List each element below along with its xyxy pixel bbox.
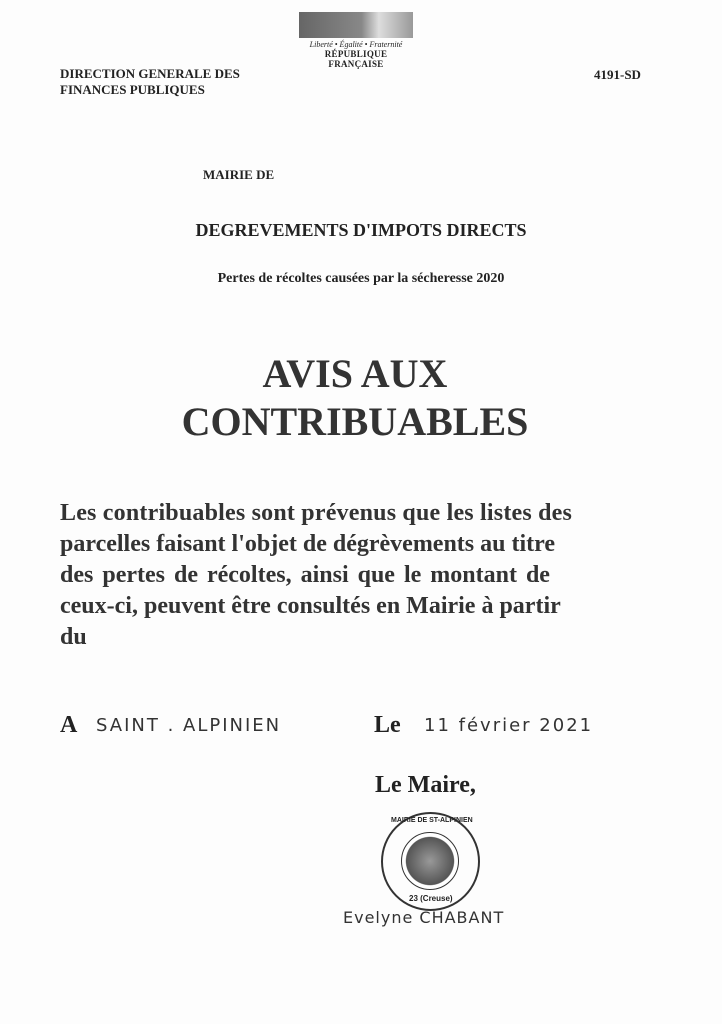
signatory-label: Le Maire, (375, 772, 476, 798)
date-handwritten: 11 février 2021 (424, 715, 594, 736)
direction-line2: FINANCES PUBLIQUES (60, 82, 205, 97)
avis-heading (0, 350, 710, 446)
body-line: des pertes de récoltes, ainsi que le montant de (60, 562, 550, 588)
body-line: ceux-ci, peuvent être consultés en Mairie à partir (60, 593, 561, 619)
document-title: DEGREVEMENTS D'IMPOTS DIRECTS (195, 220, 527, 240)
mairie-de: MAIRIE DE (203, 167, 275, 182)
direction-header (60, 66, 240, 98)
document-subtitle: Pertes de récoltes causées par la sécheresse 2020 (217, 271, 505, 286)
avis-line2: CONTRIBUABLES (181, 399, 529, 444)
marianne-logo (296, 12, 416, 69)
place-label: A (60, 712, 78, 738)
republique-francaise: RÉPUBLIQUE FRANÇAISE (324, 49, 388, 69)
avis-line1: AVIS AUX (262, 351, 448, 396)
body-line: Les contribuables sont prévenus que les listes des (60, 500, 573, 526)
stamp-emblem-icon (401, 832, 459, 890)
form-number: 4191-SD (594, 67, 641, 82)
place-handwritten: SAINT . ALPINIEN (96, 715, 282, 736)
devise: Liberté • Égalité • Fraternité (309, 40, 403, 49)
body-line: parcelles faisant l'objet de dégrèvements au titre (60, 531, 556, 557)
stamp-bottom-text: 23 (Creuse) (409, 894, 453, 903)
signature: Evelyne CHABANT (343, 908, 505, 927)
stamp-top-text: MAIRIE DE ST-ALPINIEN (391, 817, 473, 824)
mairie-stamp (381, 812, 480, 911)
body-text (60, 498, 572, 653)
marianne-flag-icon (299, 12, 413, 38)
date-label: Le (374, 712, 401, 738)
direction-line1: DIRECTION GENERALE DES (60, 66, 240, 81)
body-line: du (60, 624, 87, 650)
